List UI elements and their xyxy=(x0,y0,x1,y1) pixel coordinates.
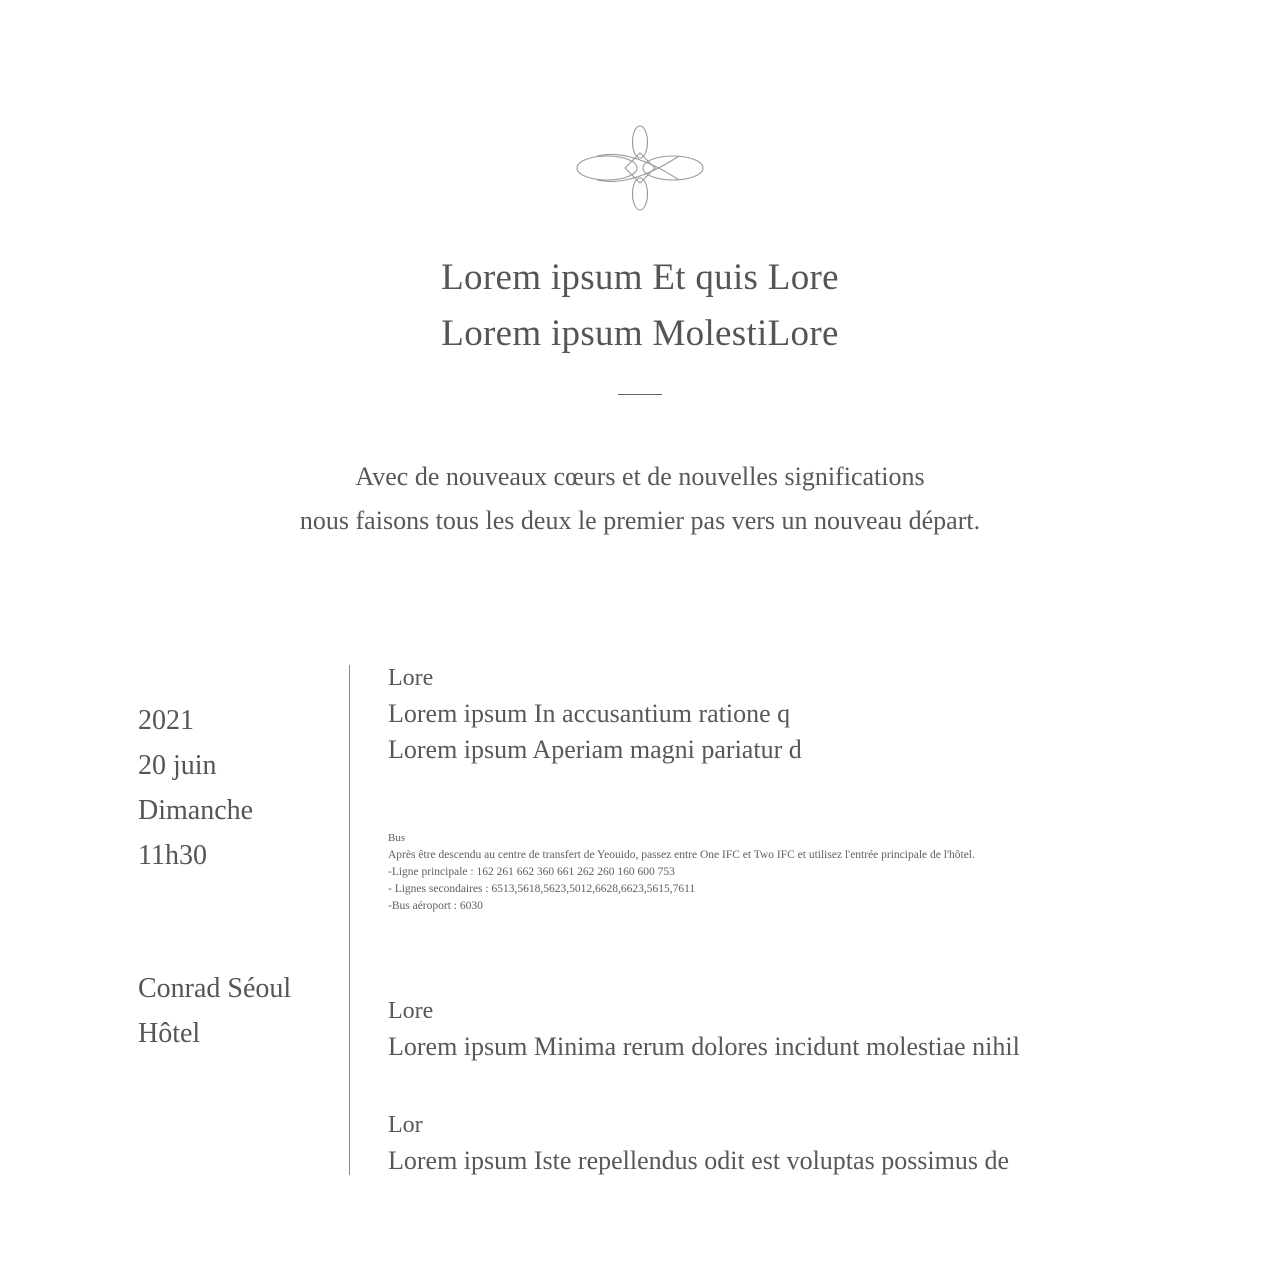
venue-block xyxy=(138,966,338,1056)
event-info-column xyxy=(138,698,338,1056)
section-1-label: Lore xyxy=(388,665,434,691)
intro-line-1: Avec de nouveaux cœurs et de nouvelles significations xyxy=(355,462,925,491)
transit-airport-line: -Bus aéroport : 6030 xyxy=(388,900,483,912)
vertical-divider xyxy=(349,665,350,1175)
detail-section-3 xyxy=(388,1107,1208,1179)
venue-line-2: Hôtel xyxy=(138,1018,201,1049)
details-section xyxy=(0,660,1280,1180)
section-2-label: Lore xyxy=(388,998,434,1024)
details-column xyxy=(388,660,1208,1179)
rule-container xyxy=(0,394,1280,395)
venue-line-1: Conrad Séoul xyxy=(138,973,292,1004)
section-3-label: Lor xyxy=(388,1112,423,1138)
intro-line-2: nous faisons tous les deux le premier pas vers un nouveau départ. xyxy=(299,506,981,535)
section-3-line-1: Lorem ipsum Iste repellendus odit est voluptas possimus de xyxy=(388,1146,1010,1175)
ornament-container xyxy=(0,125,1280,211)
section-1-line-2: Lorem ipsum Aperiam magni pariatur d xyxy=(388,735,802,764)
transit-secondary-line: - Lignes secondaires : 6513,5618,5623,5012,6628,6623,5615,7611 xyxy=(388,883,696,895)
transit-main-line: -Ligne principale : 162 261 662 360 661 262 260 160 600 753 xyxy=(388,866,675,878)
heading-line-2: Lorem ipsum MolestiLore xyxy=(441,313,839,354)
event-weekday: Dimanche xyxy=(138,795,254,826)
section-1-line-1: Lorem ipsum In accusantium ratione q xyxy=(388,699,791,728)
transit-title: Bus xyxy=(388,832,406,844)
event-time: 11h30 xyxy=(138,840,207,871)
event-date: 20 juin xyxy=(138,750,217,781)
section-2-line-1: Lorem ipsum Minima rerum dolores incidunt molestiae nihil xyxy=(388,1032,1020,1061)
transit-description: Après être descendu au centre de transfert de Yeouido, passez entre One IFC et Two IFC et utilisez l'entrée principale de l'hôtel. xyxy=(388,849,975,861)
detail-section-1 xyxy=(388,660,1208,768)
intro-paragraph xyxy=(0,455,1280,543)
event-year: 2021 xyxy=(138,705,194,736)
invitation-heading xyxy=(0,250,1280,362)
decorative-flourish-icon xyxy=(575,125,705,211)
heading-line-1: Lorem ipsum Et quis Lore xyxy=(441,257,839,298)
horizontal-rule xyxy=(618,394,662,395)
detail-section-2 xyxy=(388,993,1208,1065)
transit-info-block xyxy=(388,830,1208,915)
